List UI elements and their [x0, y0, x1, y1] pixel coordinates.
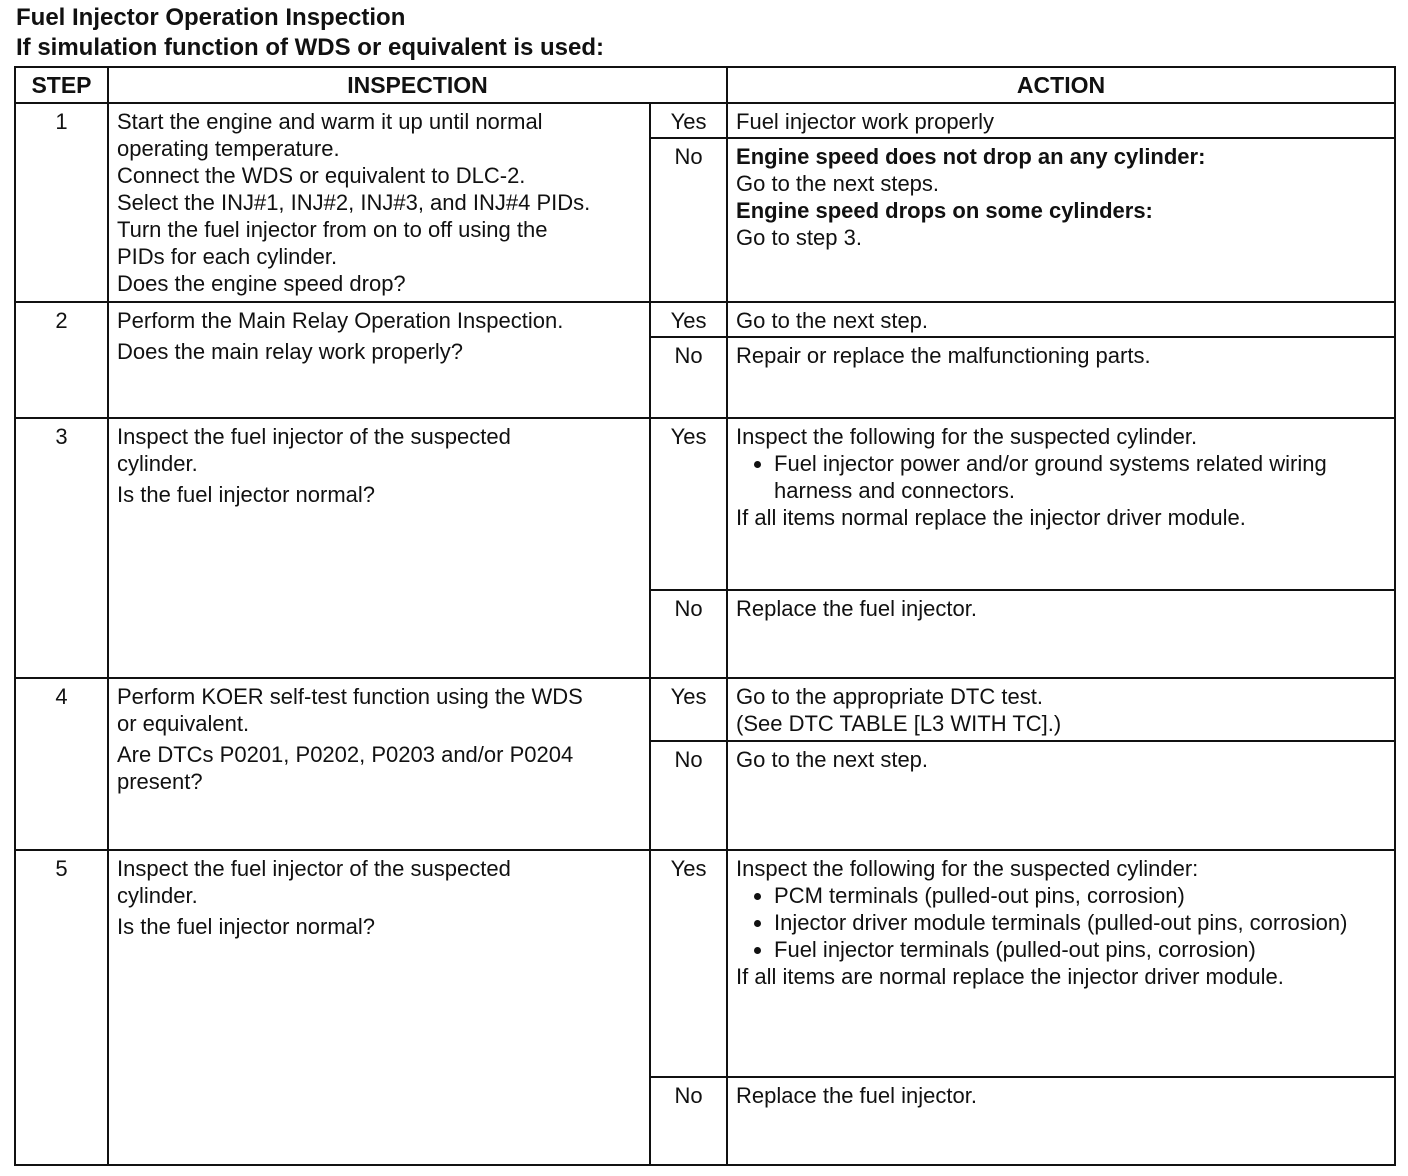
action-intro: Inspect the following for the suspected cylinder.	[736, 424, 1198, 450]
yes-action: Fuel injector work properly	[727, 103, 1395, 138]
yes-action: Go to the next step.	[727, 302, 1395, 337]
header-action: ACTION	[727, 67, 1395, 103]
table-row	[15, 418, 1395, 590]
action-line: (See DTC TABLE [L3 WITH TC].)	[736, 711, 1062, 737]
inspection-line: Are DTCs P0201, P0202, P0203 and/or P0204	[117, 742, 574, 768]
no-action	[727, 138, 1395, 302]
inspection-line: Inspect the fuel injector of the suspected	[117, 424, 511, 450]
inspection-line: present?	[117, 769, 203, 795]
action-text: Go to step 3.	[736, 225, 862, 251]
document-title: Fuel Injector Operation Inspection	[16, 4, 406, 31]
step-number: 4	[15, 678, 108, 850]
inspection-line: Perform KOER self-test function using the WDS	[117, 684, 583, 710]
action-bullet: • PCM terminals (pulled-out pins, corrosion)	[774, 882, 1386, 909]
inspection-line: cylinder.	[117, 451, 198, 477]
inspection-line: Perform the Main Relay Operation Inspection.	[117, 307, 564, 333]
action-outro: If all items normal replace the injector driver module.	[736, 505, 1246, 531]
step-number: 2	[15, 302, 108, 418]
inspection-line: Is the fuel injector normal?	[117, 482, 376, 508]
action-intro: Inspect the following for the suspected cylinder:	[736, 855, 1199, 881]
inspection-line: Turn the fuel injector from on to off using the	[117, 217, 548, 242]
yes-label: Yes	[650, 850, 727, 1077]
no-label: No	[650, 337, 727, 418]
yes-label: Yes	[650, 302, 727, 337]
table-row	[15, 678, 1395, 741]
action-text: Go to the next steps.	[736, 171, 940, 197]
action-line: Go to the appropriate DTC test.	[736, 684, 1043, 710]
action-heading: Engine speed does not drop an any cylinder:	[736, 144, 1206, 170]
no-action: Replace the fuel injector.	[727, 1077, 1395, 1165]
action-bullet-list	[736, 450, 1386, 504]
header-inspection: INSPECTION	[108, 67, 727, 103]
step-number: 3	[15, 418, 108, 678]
inspection-line: Is the fuel injector normal?	[117, 913, 376, 939]
document-subtitle: If simulation function of WDS or equivalent is used:	[16, 34, 605, 61]
action-bullet: • Fuel injector terminals (pulled-out pins, corrosion)	[774, 936, 1386, 963]
yes-label: Yes	[650, 103, 727, 138]
action-bullet-list	[736, 882, 1386, 963]
no-label: No	[650, 590, 727, 678]
inspection-line: Inspect the fuel injector of the suspected	[117, 855, 511, 881]
yes-label: Yes	[650, 678, 727, 741]
inspection-line: Does the main relay work properly?	[117, 338, 464, 364]
no-label: No	[650, 741, 727, 849]
inspection-line: PIDs for each cylinder.	[117, 244, 338, 269]
action-bullet: • Injector driver module terminals (pulled-out pins, corrosion)	[774, 909, 1386, 936]
table-header-row	[15, 67, 1395, 103]
inspection-cell	[108, 418, 650, 678]
inspection-cell	[108, 302, 650, 418]
no-action: Replace the fuel injector.	[727, 590, 1395, 678]
action-heading: Engine speed drops on some cylinders:	[736, 198, 1153, 224]
inspection-line: Does the engine speed drop?	[117, 271, 406, 296]
inspection-cell	[108, 103, 650, 302]
inspection-line: cylinder.	[117, 882, 198, 908]
inspection-line: Select the INJ#1, INJ#2, INJ#3, and INJ#4 PIDs.	[117, 190, 591, 215]
yes-action	[727, 418, 1395, 590]
inspection-line: Connect the WDS or equivalent to DLC-2.	[117, 163, 526, 188]
no-action: Go to the next step.	[727, 741, 1395, 849]
no-label: No	[650, 1077, 727, 1165]
inspection-cell	[108, 850, 650, 1165]
inspection-line: or equivalent.	[117, 711, 250, 737]
inspection-table	[14, 66, 1396, 1166]
header-step: STEP	[15, 67, 108, 103]
yes-action	[727, 678, 1395, 741]
inspection-line: operating temperature.	[117, 136, 340, 161]
yes-label: Yes	[650, 418, 727, 590]
table-row	[15, 302, 1395, 337]
table-row	[15, 103, 1395, 138]
table-row	[15, 850, 1395, 1077]
step-number: 5	[15, 850, 108, 1165]
inspection-line: Start the engine and warm it up until normal	[117, 109, 543, 134]
step-number: 1	[15, 103, 108, 302]
no-action: Repair or replace the malfunctioning parts.	[727, 337, 1395, 418]
no-label: No	[650, 138, 727, 302]
inspection-cell	[108, 678, 650, 850]
yes-action	[727, 850, 1395, 1077]
action-bullet: • Fuel injector power and/or ground systems related wiring harness and connectors.	[774, 450, 1386, 504]
action-outro: If all items are normal replace the injector driver module.	[736, 963, 1284, 989]
